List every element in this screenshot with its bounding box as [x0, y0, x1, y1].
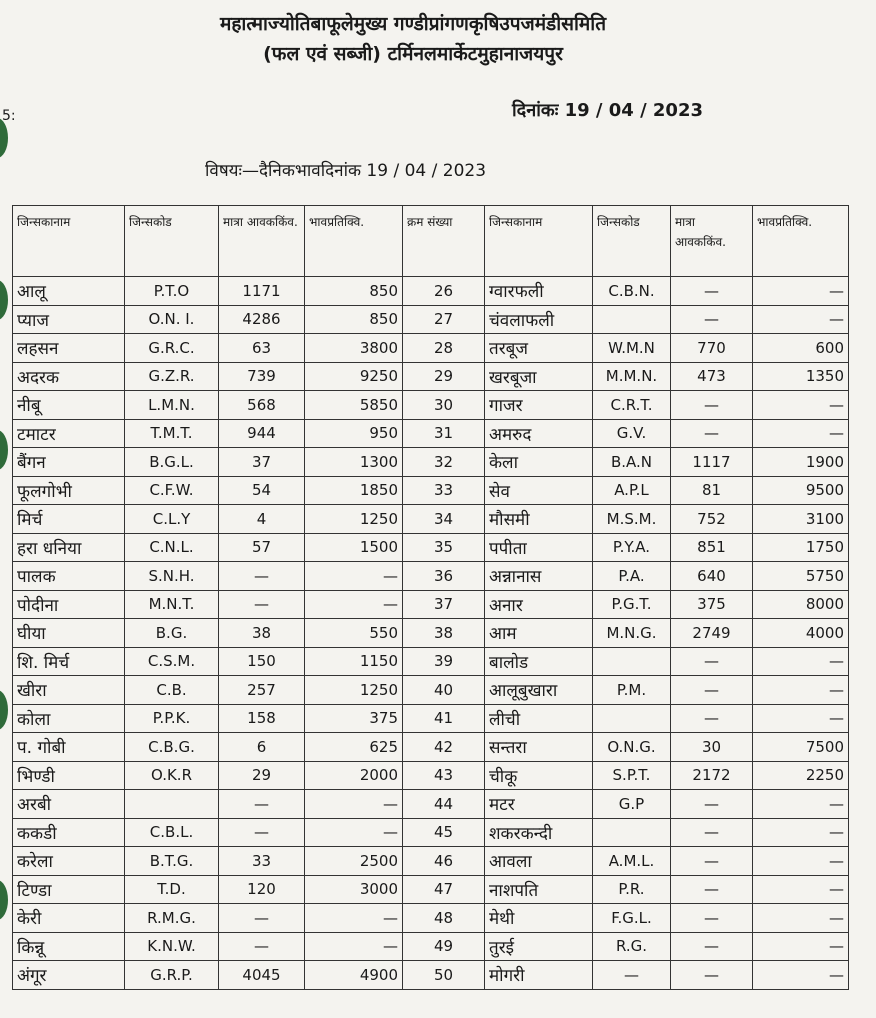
arrival-qty-cell: 38	[219, 619, 305, 648]
serial-no-cell: 41	[403, 704, 485, 733]
commodity-name-cell: आलूबुखारा	[485, 676, 593, 705]
org-subtitle: (फल एवं सब्जी) टर्मिनलमार्केटमुहानाजयपुर	[263, 43, 563, 65]
table-row	[13, 704, 849, 733]
price-cell: —	[305, 932, 403, 961]
price-cell: —	[753, 305, 849, 334]
commodity-name-cell: गाजर	[485, 391, 593, 420]
commodity-name-cell: लहसन	[13, 334, 125, 363]
price-cell: 5750	[753, 562, 849, 591]
commodity-name-cell: अन्नानास	[485, 562, 593, 591]
arrival-qty-cell: 54	[219, 476, 305, 505]
commodity-name-cell: चीकू	[485, 761, 593, 790]
commodity-name-cell: पालक	[13, 562, 125, 591]
edge-mark-green	[0, 430, 8, 470]
commodity-name-cell: शकरकन्दी	[485, 818, 593, 847]
price-cell: —	[753, 676, 849, 705]
col-serial-header: क्रम संख्या	[403, 206, 485, 277]
price-cell: 850	[305, 277, 403, 306]
table-row	[13, 305, 849, 334]
org-title: महात्माज्योतिबाफूलेमुख्य गण्डीप्रांगणकृषिउपजमंडीसमिति	[219, 13, 607, 35]
commodity-name-cell: केला	[485, 448, 593, 477]
arrival-qty-cell: —	[219, 590, 305, 619]
commodity-name-cell: बालोड	[485, 647, 593, 676]
col-qty-header: मात्रा आवककिंव.	[219, 206, 305, 277]
price-cell: 1250	[305, 505, 403, 534]
price-cell: 550	[305, 619, 403, 648]
commodity-code-cell: A.M.L.	[593, 847, 671, 876]
commodity-name-cell: पोदीना	[13, 590, 125, 619]
table-row	[13, 818, 849, 847]
arrival-qty-cell: —	[671, 818, 753, 847]
commodity-name-cell: सेव	[485, 476, 593, 505]
arrival-qty-cell: 37	[219, 448, 305, 477]
table-row	[13, 533, 849, 562]
serial-no-cell: 28	[403, 334, 485, 363]
commodity-name-cell: घीया	[13, 619, 125, 648]
commodity-name-cell: बैंगन	[13, 448, 125, 477]
commodity-name-cell: नाशपति	[485, 875, 593, 904]
arrival-qty-cell: 30	[671, 733, 753, 762]
price-cell: 850	[305, 305, 403, 334]
arrival-qty-cell: —	[671, 676, 753, 705]
price-cell: 950	[305, 419, 403, 448]
col-price-header: भावप्रतिक्वि.	[305, 206, 403, 277]
commodity-code-cell: B.G.L.	[125, 448, 219, 477]
serial-no-cell: 33	[403, 476, 485, 505]
price-cell: —	[753, 277, 849, 306]
arrival-qty-cell: 1117	[671, 448, 753, 477]
commodity-code-cell: P.P.K.	[125, 704, 219, 733]
serial-no-cell: 27	[403, 305, 485, 334]
edge-mark-green	[0, 880, 8, 920]
commodity-code-cell: G.V.	[593, 419, 671, 448]
commodity-code-cell: O.N.G.	[593, 733, 671, 762]
commodity-name-cell: सन्तरा	[485, 733, 593, 762]
commodity-name-cell: टिण्डा	[13, 875, 125, 904]
commodity-code-cell: S.P.T.	[593, 761, 671, 790]
table-row	[13, 961, 849, 990]
serial-no-cell: 42	[403, 733, 485, 762]
price-cell: —	[753, 932, 849, 961]
commodity-code-cell	[593, 305, 671, 334]
arrival-qty-cell: 375	[671, 590, 753, 619]
price-cell: 1150	[305, 647, 403, 676]
commodity-name-cell: खीरा	[13, 676, 125, 705]
serial-no-cell: 32	[403, 448, 485, 477]
table-row	[13, 647, 849, 676]
commodity-name-cell: शि. मिर्च	[13, 647, 125, 676]
arrival-qty-cell: 739	[219, 362, 305, 391]
price-cell: 375	[305, 704, 403, 733]
commodity-code-cell: P.T.O	[125, 277, 219, 306]
price-cell: 1900	[753, 448, 849, 477]
arrival-qty-cell: 63	[219, 334, 305, 363]
table-body	[13, 277, 849, 990]
commodity-code-cell: A.P.L	[593, 476, 671, 505]
edge-mark-text: 5:	[2, 108, 16, 124]
commodity-code-cell: C.N.L.	[125, 533, 219, 562]
price-cell: —	[753, 419, 849, 448]
arrival-qty-cell: 770	[671, 334, 753, 363]
commodity-code-cell: M.N.G.	[593, 619, 671, 648]
commodity-code-cell: R.M.G.	[125, 904, 219, 933]
commodity-code-cell: B.A.N	[593, 448, 671, 477]
commodity-name-cell: मटर	[485, 790, 593, 819]
price-cell: —	[753, 875, 849, 904]
commodity-code-cell: M.M.N.	[593, 362, 671, 391]
arrival-qty-cell: 944	[219, 419, 305, 448]
table-row	[13, 619, 849, 648]
commodity-name-cell: नीबू	[13, 391, 125, 420]
commodity-code-cell: O.N. I.	[125, 305, 219, 334]
price-cell: 625	[305, 733, 403, 762]
commodity-code-cell: —	[593, 961, 671, 990]
commodity-code-cell: W.M.N	[593, 334, 671, 363]
price-cell: —	[753, 647, 849, 676]
table-row	[13, 932, 849, 961]
commodity-code-cell: P.M.	[593, 676, 671, 705]
serial-no-cell: 49	[403, 932, 485, 961]
commodity-code-cell: B.G.	[125, 619, 219, 648]
arrival-qty-cell: 29	[219, 761, 305, 790]
price-cell: 1500	[305, 533, 403, 562]
serial-no-cell: 45	[403, 818, 485, 847]
arrival-qty-cell: —	[671, 419, 753, 448]
price-cell: 9500	[753, 476, 849, 505]
commodity-code-cell: B.T.G.	[125, 847, 219, 876]
commodity-name-cell: लीची	[485, 704, 593, 733]
price-cell: —	[753, 391, 849, 420]
table-row	[13, 733, 849, 762]
edge-mark-green	[0, 118, 8, 158]
commodity-name-cell: अमरुद	[485, 419, 593, 448]
col-name2-header: जिन्सकानाम	[485, 206, 593, 277]
price-cell: 3000	[305, 875, 403, 904]
price-cell: 2250	[753, 761, 849, 790]
commodity-name-cell: मेथी	[485, 904, 593, 933]
commodity-name-cell: मिर्च	[13, 505, 125, 534]
price-cell: —	[753, 704, 849, 733]
commodity-name-cell: खरबूजा	[485, 362, 593, 391]
table-row	[13, 676, 849, 705]
commodity-name-cell: तरबूज	[485, 334, 593, 363]
price-cell: 4000	[753, 619, 849, 648]
arrival-qty-cell: —	[671, 904, 753, 933]
commodity-code-cell: L.M.N.	[125, 391, 219, 420]
commodity-name-cell: कोला	[13, 704, 125, 733]
commodity-name-cell: अदरक	[13, 362, 125, 391]
table-row	[13, 362, 849, 391]
table-row	[13, 334, 849, 363]
price-cell: 1750	[753, 533, 849, 562]
commodity-code-cell: M.N.T.	[125, 590, 219, 619]
arrival-qty-cell: —	[671, 932, 753, 961]
serial-no-cell: 34	[403, 505, 485, 534]
commodity-code-cell: C.B.G.	[125, 733, 219, 762]
arrival-qty-cell: 752	[671, 505, 753, 534]
commodity-name-cell: आम	[485, 619, 593, 648]
price-cell: 8000	[753, 590, 849, 619]
commodity-name-cell: पपीता	[485, 533, 593, 562]
commodity-code-cell: G.Z.R.	[125, 362, 219, 391]
commodity-name-cell: ककडी	[13, 818, 125, 847]
arrival-qty-cell: —	[219, 790, 305, 819]
price-cell: 1250	[305, 676, 403, 705]
commodity-name-cell: भिण्डी	[13, 761, 125, 790]
arrival-qty-cell: 120	[219, 875, 305, 904]
commodity-code-cell	[593, 818, 671, 847]
arrival-qty-cell: —	[671, 277, 753, 306]
commodity-code-cell: O.K.R	[125, 761, 219, 790]
arrival-qty-cell: —	[219, 818, 305, 847]
commodity-code-cell: K.N.W.	[125, 932, 219, 961]
price-cell: —	[305, 590, 403, 619]
commodity-code-cell: G.P	[593, 790, 671, 819]
commodity-code-cell: R.G.	[593, 932, 671, 961]
commodity-name-cell: केरी	[13, 904, 125, 933]
arrival-qty-cell: 640	[671, 562, 753, 591]
arrival-qty-cell: 257	[219, 676, 305, 705]
commodity-code-cell: C.F.W.	[125, 476, 219, 505]
price-cell: 9250	[305, 362, 403, 391]
commodity-name-cell: प्याज	[13, 305, 125, 334]
serial-no-cell: 44	[403, 790, 485, 819]
serial-no-cell: 36	[403, 562, 485, 591]
serial-no-cell: 40	[403, 676, 485, 705]
document-date: दिनांकः 19 / 04 / 2023	[512, 100, 704, 121]
price-cell: 3800	[305, 334, 403, 363]
col-qty2-header: मात्रा आवककिंव.	[671, 206, 753, 277]
commodity-code-cell: S.N.H.	[125, 562, 219, 591]
edge-mark-green	[0, 280, 8, 320]
commodity-code-cell: C.R.T.	[593, 391, 671, 420]
table-row	[13, 562, 849, 591]
table-row	[13, 277, 849, 306]
arrival-qty-cell: —	[671, 790, 753, 819]
commodity-code-cell: P.R.	[593, 875, 671, 904]
price-cell: 1300	[305, 448, 403, 477]
table-row	[13, 590, 849, 619]
col-name-header: जिन्सकानाम	[13, 206, 125, 277]
table-row	[13, 761, 849, 790]
commodity-code-cell: F.G.L.	[593, 904, 671, 933]
table-row	[13, 904, 849, 933]
price-cell: —	[753, 904, 849, 933]
arrival-qty-cell: 158	[219, 704, 305, 733]
arrival-qty-cell: 851	[671, 533, 753, 562]
arrival-qty-cell: 6	[219, 733, 305, 762]
arrival-qty-cell: —	[671, 961, 753, 990]
table-row	[13, 476, 849, 505]
commodity-code-cell: C.L.Y	[125, 505, 219, 534]
table-row	[13, 419, 849, 448]
price-cell: —	[753, 847, 849, 876]
commodity-code-cell: C.B.	[125, 676, 219, 705]
arrival-qty-cell: 4045	[219, 961, 305, 990]
serial-no-cell: 48	[403, 904, 485, 933]
col-code2-header: जिन्सकोड	[593, 206, 671, 277]
commodity-code-cell: C.B.L.	[125, 818, 219, 847]
document-subject: विषयः—दैनिकभावदिनांक 19 / 04 / 2023	[205, 161, 487, 181]
arrival-qty-cell: 568	[219, 391, 305, 420]
commodity-name-cell: तुरई	[485, 932, 593, 961]
arrival-qty-cell: —	[671, 391, 753, 420]
arrival-qty-cell: —	[671, 875, 753, 904]
commodity-name-cell: आवला	[485, 847, 593, 876]
price-cell: 3100	[753, 505, 849, 534]
price-cell: —	[305, 562, 403, 591]
commodity-name-cell: टमाटर	[13, 419, 125, 448]
price-cell: 2500	[305, 847, 403, 876]
serial-no-cell: 29	[403, 362, 485, 391]
arrival-qty-cell: —	[671, 647, 753, 676]
commodity-code-cell: G.R.P.	[125, 961, 219, 990]
arrival-qty-cell: 2172	[671, 761, 753, 790]
arrival-qty-cell: 2749	[671, 619, 753, 648]
serial-no-cell: 30	[403, 391, 485, 420]
arrival-qty-cell: 150	[219, 647, 305, 676]
commodity-name-cell: अंगूर	[13, 961, 125, 990]
commodity-code-cell	[593, 704, 671, 733]
table-row	[13, 505, 849, 534]
price-cell: —	[753, 790, 849, 819]
arrival-qty-cell: 473	[671, 362, 753, 391]
price-cell: —	[753, 818, 849, 847]
serial-no-cell: 35	[403, 533, 485, 562]
arrival-qty-cell: —	[671, 847, 753, 876]
commodity-code-cell: P.A.	[593, 562, 671, 591]
arrival-qty-cell: 1171	[219, 277, 305, 306]
table-row	[13, 790, 849, 819]
col-price2-header: भावप्रतिक्वि.	[753, 206, 849, 277]
price-cell: 5850	[305, 391, 403, 420]
commodity-name-cell: मौसमी	[485, 505, 593, 534]
commodity-name-cell: फूलगोभी	[13, 476, 125, 505]
commodity-name-cell: करेला	[13, 847, 125, 876]
commodity-name-cell: किन्नू	[13, 932, 125, 961]
edge-mark-green	[0, 690, 8, 730]
serial-no-cell: 39	[403, 647, 485, 676]
commodity-code-cell: G.R.C.	[125, 334, 219, 363]
arrival-qty-cell: 81	[671, 476, 753, 505]
arrival-qty-cell: —	[219, 932, 305, 961]
serial-no-cell: 26	[403, 277, 485, 306]
commodity-code-cell: T.M.T.	[125, 419, 219, 448]
table-row	[13, 448, 849, 477]
col-code-header: जिन्सकोड	[125, 206, 219, 277]
commodity-code-cell: T.D.	[125, 875, 219, 904]
price-cell: 1350	[753, 362, 849, 391]
arrival-qty-cell: 4286	[219, 305, 305, 334]
price-cell: —	[753, 961, 849, 990]
price-cell: 4900	[305, 961, 403, 990]
commodity-name-cell: चंवलाफली	[485, 305, 593, 334]
commodity-name-cell: अरबी	[13, 790, 125, 819]
commodity-code-cell	[125, 790, 219, 819]
commodity-code-cell: C.B.N.	[593, 277, 671, 306]
commodity-name-cell: मोगरी	[485, 961, 593, 990]
serial-no-cell: 47	[403, 875, 485, 904]
arrival-qty-cell: 4	[219, 505, 305, 534]
arrival-qty-cell: —	[219, 904, 305, 933]
table-row	[13, 391, 849, 420]
table-row	[13, 847, 849, 876]
price-table	[12, 205, 849, 990]
commodity-code-cell: C.S.M.	[125, 647, 219, 676]
arrival-qty-cell: 57	[219, 533, 305, 562]
commodity-name-cell: ग्वारफली	[485, 277, 593, 306]
arrival-qty-cell: —	[671, 305, 753, 334]
price-cell: —	[305, 790, 403, 819]
commodity-name-cell: प. गोबी	[13, 733, 125, 762]
price-cell: 7500	[753, 733, 849, 762]
commodity-name-cell: हरा धनिया	[13, 533, 125, 562]
table-row	[13, 875, 849, 904]
price-cell: 1850	[305, 476, 403, 505]
commodity-code-cell: P.G.T.	[593, 590, 671, 619]
commodity-code-cell	[593, 647, 671, 676]
serial-no-cell: 46	[403, 847, 485, 876]
serial-no-cell: 43	[403, 761, 485, 790]
price-cell: —	[305, 818, 403, 847]
serial-no-cell: 37	[403, 590, 485, 619]
arrival-qty-cell: —	[671, 704, 753, 733]
arrival-qty-cell: 33	[219, 847, 305, 876]
price-cell: 2000	[305, 761, 403, 790]
serial-no-cell: 50	[403, 961, 485, 990]
commodity-name-cell: अनार	[485, 590, 593, 619]
price-cell: 600	[753, 334, 849, 363]
serial-no-cell: 38	[403, 619, 485, 648]
commodity-code-cell: P.Y.A.	[593, 533, 671, 562]
price-cell: —	[305, 904, 403, 933]
commodity-name-cell: आलू	[13, 277, 125, 306]
arrival-qty-cell: —	[219, 562, 305, 591]
table-header-row	[13, 206, 849, 277]
commodity-code-cell: M.S.M.	[593, 505, 671, 534]
serial-no-cell: 31	[403, 419, 485, 448]
